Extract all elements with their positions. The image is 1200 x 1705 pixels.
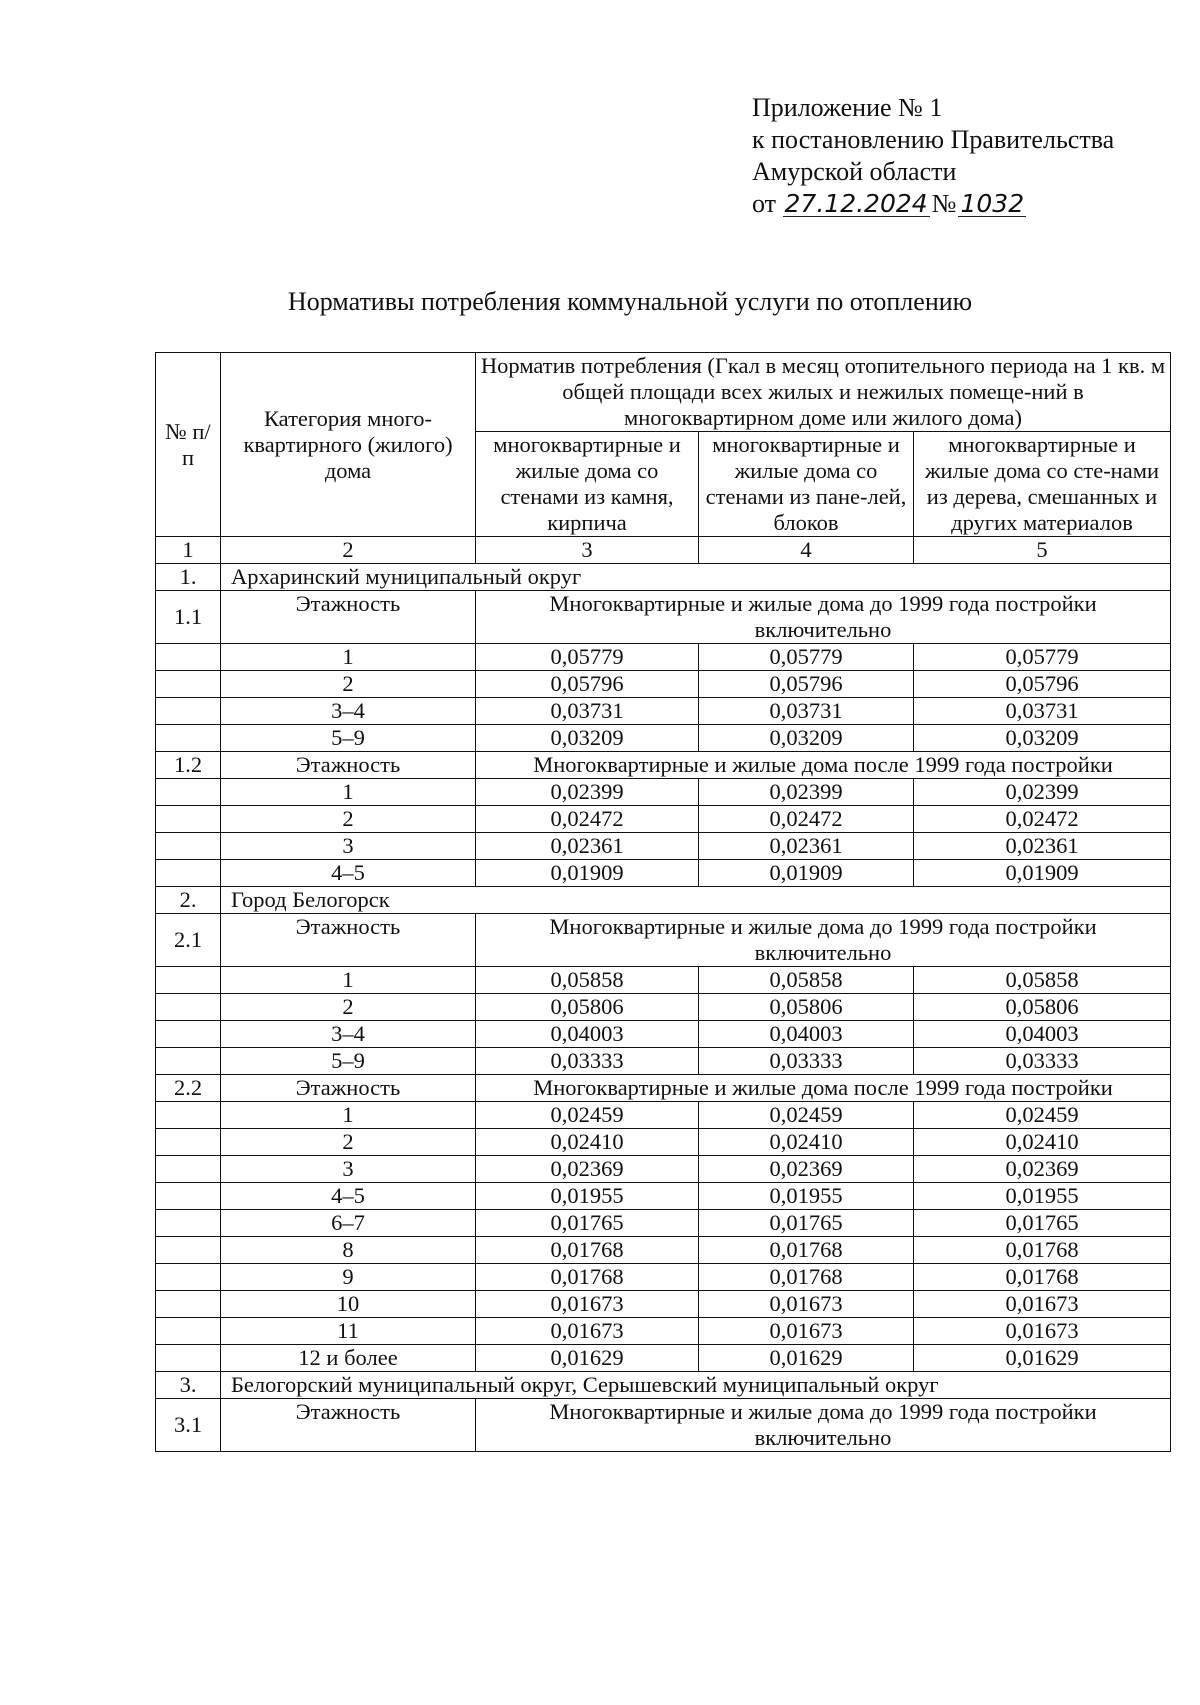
floors-value: 3 [221,833,476,860]
value-stone-brick: 0,02399 [476,779,699,806]
row-number-cell [156,1102,221,1129]
table-row [156,806,1171,833]
table-row [156,1129,1171,1156]
construction-period: Многоквартирные и жилые дома до 1999 года постройки включительно [476,591,1171,644]
colnum-1: 1 [156,537,221,564]
value-stone-brick: 0,01768 [476,1237,699,1264]
value-panel-block: 0,02369 [699,1156,914,1183]
row-number-cell [156,671,221,698]
subsection-row [156,1075,1171,1102]
colnum-4: 4 [699,537,914,564]
row-number-cell [156,644,221,671]
table-row [156,779,1171,806]
floors-value: 2 [221,994,476,1021]
value-panel-block: 0,01673 [699,1291,914,1318]
value-panel-block: 0,05806 [699,994,914,1021]
value-wood-other: 0,03731 [914,698,1171,725]
floors-value: 12 и более [221,1345,476,1372]
section-row [156,887,1171,914]
table-row [156,1102,1171,1129]
value-panel-block: 0,03333 [699,1048,914,1075]
value-panel-block: 0,03209 [699,725,914,752]
header-category: Категория много-квартирного (жилого) дома [221,353,476,537]
table-row [156,1048,1171,1075]
subsection-row [156,591,1171,644]
floors-label: Этажность [221,1399,476,1452]
subsection-number: 1.1 [156,591,221,644]
row-number-cell [156,1048,221,1075]
header-col3: многоквартирные и жилые дома со стенами из камня, кирпича [476,432,699,537]
value-wood-other: 0,01673 [914,1318,1171,1345]
floors-value: 11 [221,1318,476,1345]
row-number-cell [156,967,221,994]
value-stone-brick: 0,05796 [476,671,699,698]
header-col4: многоквартирные и жилые дома со стенами из пане-лей, блоков [699,432,914,537]
floors-value: 5–9 [221,725,476,752]
column-number-row [156,537,1171,564]
value-wood-other: 0,02369 [914,1156,1171,1183]
appendix-region: Амурской области [752,157,957,186]
value-wood-other: 0,02399 [914,779,1171,806]
construction-period: Многоквартирные и жилые дома после 1999 года постройки [476,1075,1171,1102]
table-row [156,1264,1171,1291]
table-row [156,1291,1171,1318]
floors-label: Этажность [221,914,476,967]
value-wood-other: 0,01673 [914,1291,1171,1318]
handwritten-date: 27.12.2024 [784,189,928,218]
header-row [156,353,1171,432]
row-number-cell [156,1210,221,1237]
value-stone-brick: 0,02369 [476,1156,699,1183]
table-row [156,1021,1171,1048]
row-number-cell [156,1237,221,1264]
header-normative: Норматив потребления (Гкал в месяц отопительного периода на 1 кв. м общей площади всех жилых и нежилых помеще-ний в многоквартирном доме или жилого дома) [476,353,1171,432]
subsection-row [156,752,1171,779]
floors-value: 2 [221,1129,476,1156]
section-number: 1. [156,564,221,591]
construction-period: Многоквартирные и жилые дома после 1999 года постройки [476,752,1171,779]
value-panel-block: 0,01768 [699,1264,914,1291]
row-number-cell [156,1156,221,1183]
appendix-block [752,92,1114,220]
section-name: Белогорский муниципальный округ, Серышевский муниципальный округ [221,1372,1171,1399]
floors-value: 8 [221,1237,476,1264]
value-wood-other: 0,01768 [914,1264,1171,1291]
section-row [156,1372,1171,1399]
value-wood-other: 0,01909 [914,860,1171,887]
floors-value: 10 [221,1291,476,1318]
table-row [156,644,1171,671]
value-stone-brick: 0,01955 [476,1183,699,1210]
value-stone-brick: 0,01673 [476,1318,699,1345]
value-stone-brick: 0,03731 [476,698,699,725]
header-col5: многоквартирные и жилые дома со сте-нами из дерева, смешанных и других материалов [914,432,1171,537]
floors-label: Этажность [221,1075,476,1102]
section-number: 3. [156,1372,221,1399]
value-stone-brick: 0,05779 [476,644,699,671]
table-row [156,860,1171,887]
value-stone-brick: 0,01909 [476,860,699,887]
floors-value: 5–9 [221,1048,476,1075]
value-wood-other: 0,05858 [914,967,1171,994]
table-row [156,833,1171,860]
value-stone-brick: 0,02459 [476,1102,699,1129]
value-stone-brick: 0,03209 [476,725,699,752]
value-stone-brick: 0,01673 [476,1291,699,1318]
floors-value: 3–4 [221,698,476,725]
floors-value: 4–5 [221,1183,476,1210]
value-stone-brick: 0,03333 [476,1048,699,1075]
value-panel-block: 0,05779 [699,644,914,671]
table-row [156,994,1171,1021]
floors-value: 1 [221,644,476,671]
table-row [156,1156,1171,1183]
document-title: Нормативы потребления коммунальной услуги по отоплению [287,287,973,316]
date-prefix: от [752,189,777,218]
subsection-number: 3.1 [156,1399,221,1452]
row-number-cell [156,725,221,752]
row-number-cell [156,1318,221,1345]
floors-label: Этажность [221,752,476,779]
floors-value: 9 [221,1264,476,1291]
floors-value: 3–4 [221,1021,476,1048]
value-wood-other: 0,02361 [914,833,1171,860]
row-number-cell [156,1129,221,1156]
header-num: № п/п [156,353,221,537]
table-row [156,967,1171,994]
value-stone-brick: 0,02410 [476,1129,699,1156]
floors-value: 6–7 [221,1210,476,1237]
handwritten-number: 1032 [960,189,1025,218]
value-panel-block: 0,02361 [699,833,914,860]
floors-value: 2 [221,806,476,833]
value-stone-brick: 0,01629 [476,1345,699,1372]
value-wood-other: 0,04003 [914,1021,1171,1048]
value-panel-block: 0,01629 [699,1345,914,1372]
value-panel-block: 0,04003 [699,1021,914,1048]
row-number-cell [156,1291,221,1318]
value-wood-other: 0,03333 [914,1048,1171,1075]
value-panel-block: 0,01765 [699,1210,914,1237]
row-number-cell [156,698,221,725]
value-panel-block: 0,01768 [699,1237,914,1264]
value-panel-block: 0,05796 [699,671,914,698]
appendix-reference: к постановлению Правительства [752,125,1115,154]
colnum-2: 2 [221,537,476,564]
floors-label: Этажность [221,591,476,644]
value-stone-brick: 0,05858 [476,967,699,994]
row-number-cell [156,1345,221,1372]
value-wood-other: 0,01768 [914,1237,1171,1264]
subsection-row [156,1399,1171,1452]
value-wood-other: 0,05796 [914,671,1171,698]
appendix-date-line [752,188,1114,220]
value-wood-other: 0,01955 [914,1183,1171,1210]
value-wood-other: 0,01765 [914,1210,1171,1237]
subsection-number: 1.2 [156,752,221,779]
colnum-3: 3 [476,537,699,564]
subsection-number: 2.1 [156,914,221,967]
row-number-cell [156,779,221,806]
value-wood-other: 0,03209 [914,725,1171,752]
section-number: 2. [156,887,221,914]
table-row [156,1210,1171,1237]
value-panel-block: 0,01955 [699,1183,914,1210]
value-panel-block: 0,02399 [699,779,914,806]
table-body [156,353,1171,1452]
floors-value: 2 [221,671,476,698]
section-name: Город Белогорск [221,887,1171,914]
value-panel-block: 0,02410 [699,1129,914,1156]
subsection-row [156,914,1171,967]
value-panel-block: 0,03731 [699,698,914,725]
row-number-cell [156,994,221,1021]
table-row [156,698,1171,725]
subsection-number: 2.2 [156,1075,221,1102]
value-wood-other: 0,01629 [914,1345,1171,1372]
row-number-cell [156,860,221,887]
construction-period: Многоквартирные и жилые дома до 1999 года постройки включительно [476,914,1171,967]
table-row [156,1345,1171,1372]
value-wood-other: 0,05806 [914,994,1171,1021]
floors-value: 4–5 [221,860,476,887]
value-panel-block: 0,01909 [699,860,914,887]
row-number-cell [156,1264,221,1291]
value-wood-other: 0,02459 [914,1102,1171,1129]
floors-value: 1 [221,967,476,994]
value-wood-other: 0,05779 [914,644,1171,671]
value-stone-brick: 0,02472 [476,806,699,833]
floors-value: 1 [221,1102,476,1129]
colnum-5: 5 [914,537,1171,564]
row-number-cell [156,1021,221,1048]
value-stone-brick: 0,01768 [476,1264,699,1291]
value-panel-block: 0,01673 [699,1318,914,1345]
table-row [156,725,1171,752]
value-panel-block: 0,02459 [699,1102,914,1129]
value-stone-brick: 0,01765 [476,1210,699,1237]
section-row [156,564,1171,591]
value-wood-other: 0,02410 [914,1129,1171,1156]
row-number-cell [156,1183,221,1210]
construction-period: Многоквартирные и жилые дома до 1999 года постройки включительно [476,1399,1171,1452]
number-label: № [931,189,957,218]
table-row [156,1237,1171,1264]
value-panel-block: 0,02472 [699,806,914,833]
value-stone-brick: 0,02361 [476,833,699,860]
value-wood-other: 0,02472 [914,806,1171,833]
value-stone-brick: 0,05806 [476,994,699,1021]
row-number-cell [156,806,221,833]
section-name: Архаринский муниципальный округ [221,564,1171,591]
normatives-table [155,352,1171,1452]
table-row [156,671,1171,698]
table-row [156,1183,1171,1210]
floors-value: 1 [221,779,476,806]
appendix-title: Приложение № 1 [752,93,943,122]
row-number-cell [156,833,221,860]
floors-value: 3 [221,1156,476,1183]
table-row [156,1318,1171,1345]
value-stone-brick: 0,04003 [476,1021,699,1048]
value-panel-block: 0,05858 [699,967,914,994]
